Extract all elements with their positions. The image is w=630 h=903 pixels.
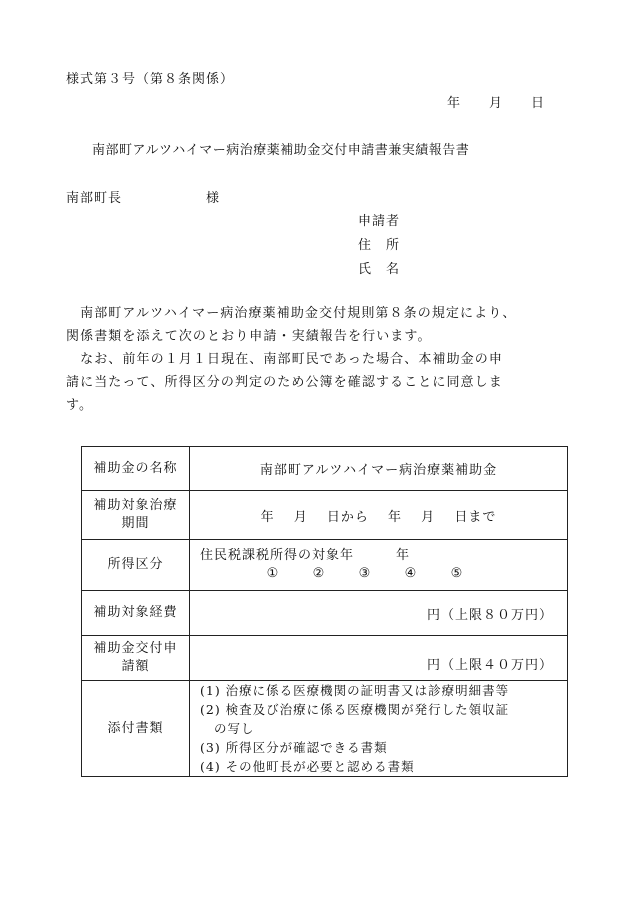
document-title: 南部町アルツハイマー病治療薬補助金交付申請書兼実績報告書 — [92, 143, 470, 158]
label-treatment-period-1: 補助対象治療 — [93, 498, 178, 513]
row-subsidy-name — [82, 447, 568, 491]
income-options — [200, 565, 567, 583]
label-treatment-period — [82, 491, 190, 540]
label-application-amount-2: 請額 — [121, 659, 150, 674]
label-eligible-expenses: 補助対象経費 — [82, 591, 190, 636]
address-label: 住 所 — [358, 238, 401, 253]
label-subsidy-name: 補助金の名称 — [82, 447, 190, 491]
row-income-category — [82, 540, 568, 591]
row-eligible-expenses — [82, 591, 568, 636]
attachment-item-2-cont: の写し — [214, 721, 255, 736]
label-application-amount-1: 補助金交付申 — [93, 641, 178, 656]
attachment-item-4: (4) その他町長が必要と認める書類 — [200, 759, 415, 774]
attachment-item-3: (3) 所得区分が確認できる書類 — [200, 740, 388, 755]
label-treatment-period-2: 期間 — [121, 516, 150, 531]
applicant-label: 申請者 — [358, 214, 401, 229]
income-option-1[interactable]: ① — [266, 566, 280, 581]
attachment-item-2: (2) 検査及び治療に係る医療機関が発行した領収証 — [200, 702, 510, 717]
body-text — [66, 302, 576, 417]
row-application-amount — [82, 636, 568, 681]
value-income-category — [190, 540, 568, 591]
attachment-item-1: (1) 治療に係る医療機関の証明書又は診療明細書等 — [200, 683, 510, 698]
label-income-category: 所得区分 — [82, 540, 190, 591]
body-line-1: 南部町アルツハイマー病治療薬補助金交付規則第８条の規定により、 — [66, 306, 517, 321]
value-subsidy-name: 南部町アルツハイマー病治療薬補助金 — [190, 447, 568, 491]
label-application-amount — [82, 636, 190, 681]
value-treatment-period[interactable]: 年 月 日から 年 月 日まで — [190, 491, 568, 540]
body-line-4: 請に当たって、所得区分の判定のため公簿を確認することに同意しま — [66, 375, 503, 390]
income-option-2[interactable]: ② — [312, 566, 326, 581]
income-option-3[interactable]: ③ — [358, 566, 372, 581]
label-attachments: 添付書類 — [82, 681, 190, 777]
body-line-3: なお、前年の１月１日現在、南部町民であった場合、本補助金の申 — [66, 352, 503, 367]
form-number: 様式第３号（第８条関係） — [66, 72, 235, 87]
body-line-5: す。 — [66, 398, 94, 413]
value-application-amount[interactable]: 円（上限４０万円） — [190, 636, 568, 681]
addressee: 南部町長 様 — [66, 191, 221, 206]
income-option-5[interactable]: ⑤ — [450, 566, 464, 581]
date-line: 年 月 日 — [447, 96, 546, 111]
value-attachments — [190, 681, 568, 777]
application-table — [81, 446, 568, 777]
row-attachments — [82, 681, 568, 777]
body-line-2: 関係書類を添えて次のとおり申請・実績報告を行います。 — [66, 329, 432, 344]
value-eligible-expenses[interactable]: 円（上限８０万円） — [190, 591, 568, 636]
income-target-year[interactable]: 住民税課税所得の対象年 年 — [200, 548, 411, 563]
row-treatment-period — [82, 491, 568, 540]
income-option-4[interactable]: ④ — [404, 566, 418, 581]
name-label: 氏 名 — [358, 262, 401, 277]
